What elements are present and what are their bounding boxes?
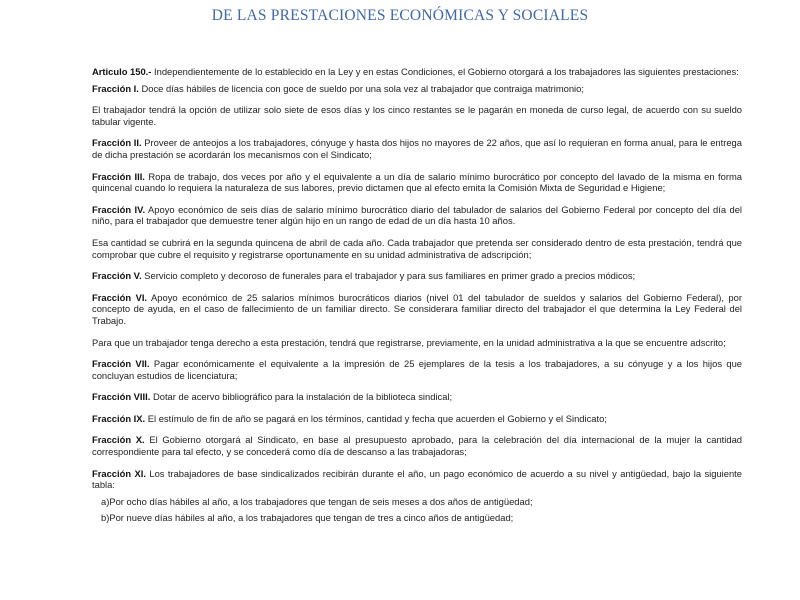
fraccion-4 [92, 204, 742, 227]
fraccion-text: Los trabajadores de base sindicalizados recibirán durante el año, un pago económico de acuerdo a su nivel y antigüedad, bajo la siguiente tabla: [92, 467, 742, 491]
fraccion-6 [92, 292, 742, 327]
fraccion-11 [92, 468, 742, 491]
fraccion-label: Fracción IV. [92, 203, 146, 215]
fraccion-label: Fracción VII. [92, 358, 150, 370]
article-label: Articulo 150.- [92, 66, 152, 77]
list-item: a)Por ocho días hábiles al año, a los trabajadores que tengan de seis meses a dos años de antigüedad; [101, 495, 533, 507]
fraccion-text: Proveer de anteojos a los trabajadores, cónyuge y hasta dos hijos no mayores de 22 años, que así lo requieran en forma anual, para le entrega de dicha prestación se acordarán los mecanismos con el Sindicato; [92, 137, 742, 160]
document-body [92, 66, 742, 529]
fraccion-text: El Gobierno otorgará al Sindicato, en base al presupuesto aprobado, para la celebración del día internacional de la mujer la cantidad correspondiente para tal efecto, y se concederá como día de descanso a las trabajadoras; [92, 434, 743, 458]
list-item: b)Por nueve días hábiles al año, a los trabajadores que tengan de tres a cinco años de antigüedad; [101, 512, 514, 524]
fraccion-6-note: Para que un trabajador tenga derecho a esta prestación, tendrá que registrarse, previamente, en la unidad administrativa a la que se encuentre adscrito; [92, 336, 726, 348]
fraccion-text: Apoyo económico de seis días de salario mínimo burocrático diario del tabulador de salarios del Gobierno Federal por concepto del día del niño, para el trabajador que demuestre tener algún hijo en un rango de edad de un día hasta 10 años. [92, 203, 742, 227]
fraccion-label: Fracción XI. [92, 467, 146, 479]
fraccion-label: Fracción I. [92, 82, 139, 94]
fraccion-label: Fracción II. [92, 137, 142, 149]
fraccion-9 [92, 413, 742, 425]
article-150 [92, 66, 742, 78]
fraccion-5 [92, 270, 742, 282]
fraccion-4-note: Esa cantidad se cubrirá en la segunda quincena de abril de cada año. Cada trabajador que pretenda ser considerado dentro de esta prestación, tendrá que comprobar que cubre el requisito y registrarse oportunamente en su unidad administrativa de adscripción; [92, 236, 742, 260]
fraccion-text: Servicio completo y decoroso de funerales para el trabajador y para sus familiares en primer grado a precios módicos; [141, 270, 636, 282]
section-title: DE LAS PRESTACIONES ECONÓMICAS Y SOCIALES [211, 7, 589, 24]
article-text: Independientemente de lo establecido en la Ley y en estas Condiciones, el Gobierno otorgará a los trabajadores las siguientes prestaciones: [151, 66, 739, 77]
fraccion-1-note: El trabajador tendrá la opción de utilizar solo siete de esos días y los cinco restantes se le pagarán en moneda de curso legal, de acuerdo con su sueldo tabular vigente. [92, 104, 742, 127]
fraccion-label: Fracción V. [92, 270, 142, 282]
fraccion-label: Fracción VI. [92, 291, 148, 303]
fraccion-text: Doce días hábiles de licencia con goce de sueldo por una sola vez al trabajador que contraiga matrimonio; [138, 82, 584, 94]
fraccion-text: Apoyo económico de 25 salarios mínimos burocráticos diarios (nivel 01 del tabulador de sueldos y salarios del Gobierno Federal), por concepto de ayuda, en el caso de fallecimiento de un familiar directo. Se considerara familiar directo del trabajador el que determina la Ley Federal del Trabajo. [92, 291, 742, 326]
fraccion-text: Dotar de acervo bibliográfico para la instalación de la biblioteca sindical; [150, 391, 453, 403]
fraccion-label: Fracción III. [92, 170, 145, 182]
fraccion-text: El estímulo de fin de año se pagará en los términos, cantidad y fecha que acuerden el Gobierno y el Sindicato; [145, 412, 607, 424]
fraccion-3 [92, 171, 742, 194]
fraccion-11-list [92, 496, 742, 524]
fraccion-label: Fracción IX. [92, 412, 146, 424]
fraccion-1 [92, 83, 742, 95]
fraccion-8 [92, 391, 742, 403]
fraccion-text: Pagar económicamente el equivalente a la impresión de 25 ejemplares de la tesis a los trabajadores, a su cónyuge y a los hijos que concluyan estudios de licenciatura; [92, 358, 743, 381]
fraccion-text: Ropa de trabajo, dos veces por año y el equivalente a un día de salario mínimo burocrático por concepto del lavado de la misma en forma quincenal cuando lo requiera la naturaleza de sus labores, previo dictamen que al efecto emita la Comisión Mixta de Seguridad e Higiene; [92, 170, 742, 194]
fraccion-10 [92, 434, 742, 457]
fraccion-label: Fracción X. [92, 434, 145, 446]
fraccion-label: Fracción VIII. [92, 391, 151, 403]
fraccion-2 [92, 137, 742, 160]
fraccion-7 [92, 358, 742, 381]
